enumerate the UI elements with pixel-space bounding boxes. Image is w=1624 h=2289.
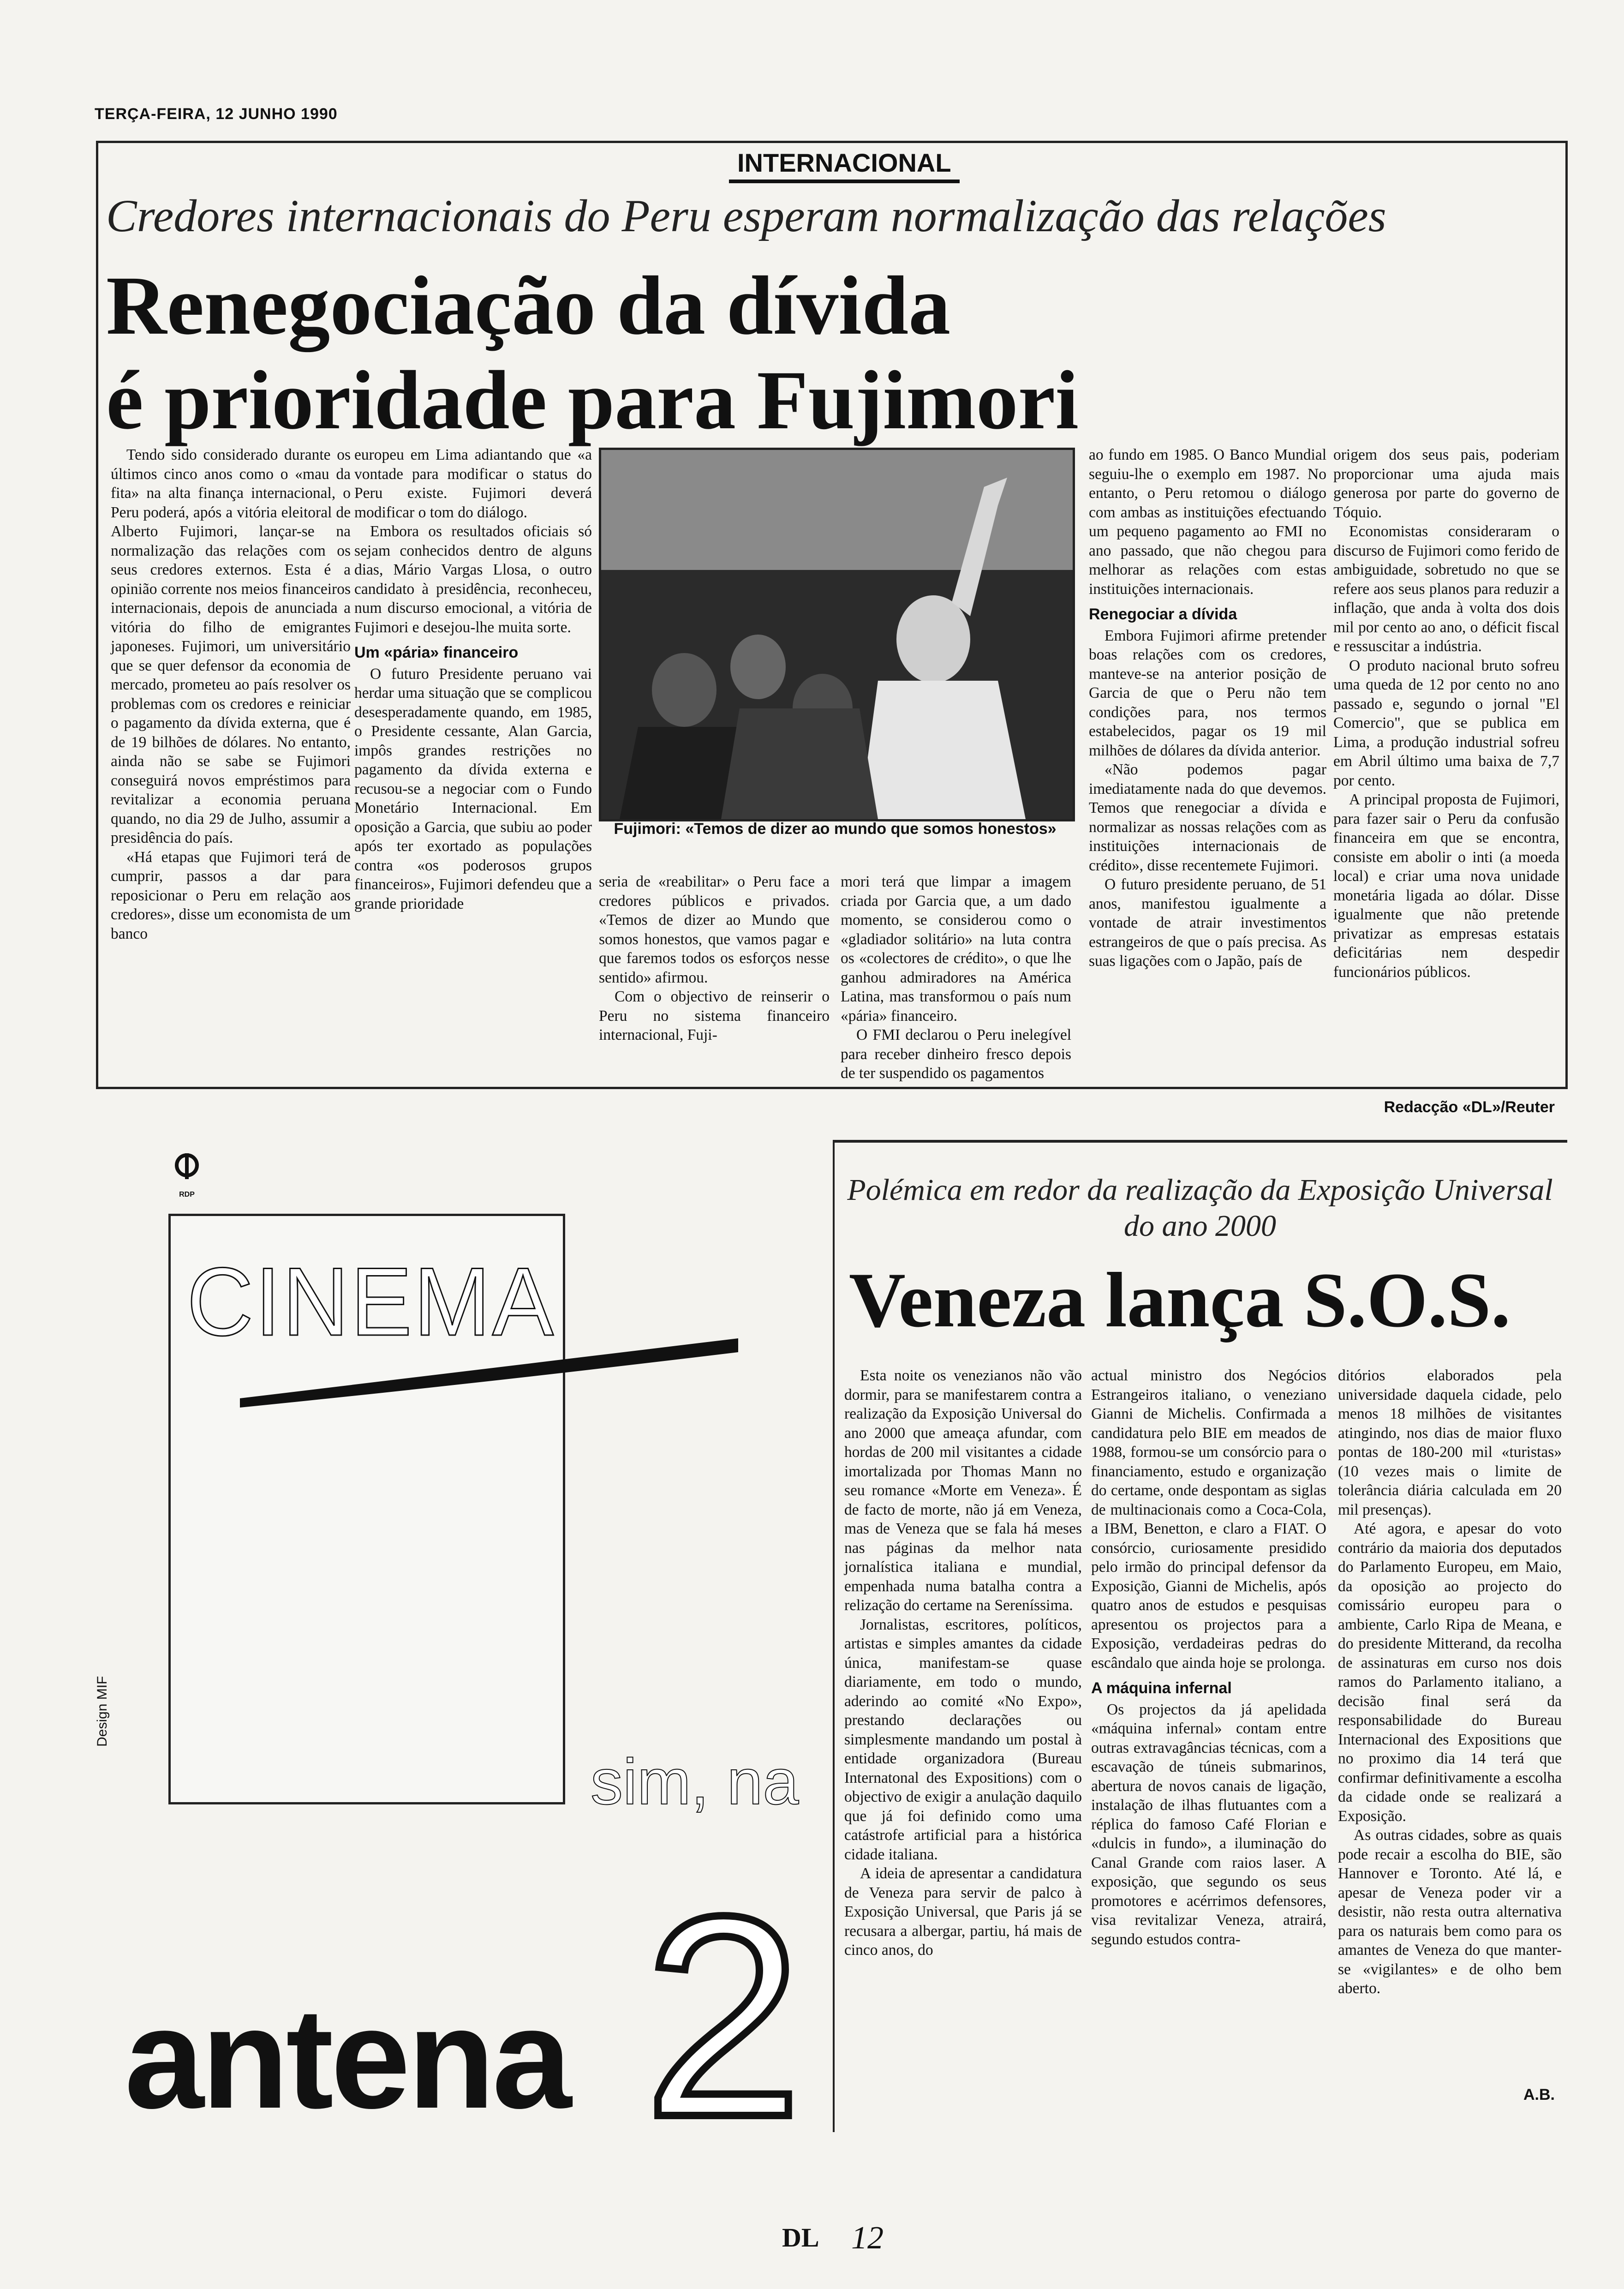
ad-digit: 2 bbox=[644, 1857, 803, 2176]
paragraph: Jornalistas, escritores, políticos, artistas e simples amantes da cidade única, manifestam-se quase diariamente, em todo o mundo, aderindo ao comité «No Expo», prestando declarações ou simplesmente mandando um postal à entidade organizadora (Bureau Internatonal des Expositions) com o objectivo de exigir a anulação daquilo que já foi definido como uma catástrofe artificial para a histórica cidade italiana. bbox=[844, 1616, 1082, 1863]
paragraph: Os projectos da já apelidada «máquina infernal» contam entre outras extravagâncias técnicas, com a escavação de túneis submarinos, abertura de novos canais de ligação, instalação de ilhas flutuantes com a réplica do famoso Café Florian e «dulcis in fundo», a iluminação do Canal Grande com raios laser. A exposição, que segundo os seus promotores e acérrimos defensores, visa revitalizar Veneza, atrairá, segundo estudos contra- bbox=[1091, 1701, 1326, 1948]
paragraph: ao fundo em 1985. O Banco Mundial seguiu-lhe o exemplo em 1987. No entanto, o Peru retomou o diálogo com ambas as instituições efectuando um pequeno pagamento ao FMI no ano passado, que não chegou para melhorar as relações com estas instituições internacionais. bbox=[1089, 446, 1326, 598]
article-column-3 bbox=[599, 872, 830, 1045]
photo-caption: Fujimori: «Temos de dizer ao mundo que somos honestos» bbox=[614, 820, 1057, 838]
paragraph: O futuro presidente peruano, de 51 anos, manifestou igualmente a vontade de atrair investimentos estrangeiros de que o país precisa. As suas ligações com o Japão, país de bbox=[1089, 876, 1326, 970]
article2-column-3 bbox=[1338, 1366, 1562, 1998]
paragraph: Até agora, e apesar do voto contrário da maioria dos deputados do Parlamento Europeu, em Maio, da oposição ao projecto do comissário europeu para o ambiente, Carlo Ripa de Meana, e do presidente Mitterand, da recolha de assinaturas em curso nos dois ramos do Parlamento italiano, a decisão final será da responsabilidade do Bureau Internacional des Expositions que no proximo dia 14 terá que confirmar definitivamente a escolha da cidade onde se realizará a Exposição. bbox=[1338, 1520, 1562, 1825]
paragraph: Esta noite os venezianos não vão dormir, para se manifestarem contra a realização da Exposição Universal do ano 2000 que ameaça afundar, com hordas de 200 mil visitantes a cidade imortalizada por Thomas Mann no seu romance «Morte em Veneza». É de facto de morte, não já em Veneza, mas de Veneza que se fala há meses nas páginas da melhor nata jornalística italiana e mundial, empenhada numa batalha contra a relização do certame na Sereníssima. bbox=[844, 1367, 1082, 1614]
article2-headline: Veneza lança S.O.S. bbox=[849, 1257, 1511, 1343]
paragraph: Com o objectivo de reinserir o Peru no sistema financeiro internacional, Fuji- bbox=[599, 988, 830, 1043]
rdp-logo bbox=[168, 1151, 205, 1199]
ad-swoosh bbox=[240, 1329, 747, 1421]
subheading: Um «pária» financeiro bbox=[354, 644, 519, 661]
paragraph: origem dos seus pais, poderiam proporcionar uma ajuda mais generosa por parte do governo de Tóquio. bbox=[1333, 446, 1559, 521]
ad-word-sim-na: sim, na bbox=[591, 1745, 799, 1818]
paragraph: Tendo sido considerado durante os últimos cinco anos como o «mau da fita» na alta finança internacional, o Peru poderá, após a vitória eleitoral de Alberto Fujimori, lançar-se na normalização das relações com os seus credores externos. Esta é a opinião corrente nos meios financeiros internacionais, depois de anunciada a vitória do filho de emigrantes japoneses. Fujimori, um universitário que se quer defensor da economia de mercado, prometeu ao país resolver os problemas com os credores e reiniciar o pagamento da dívida externa, que é de 19 bilhões de dólares. No entanto, ainda não se sabe se Fujimori conseguirá novos empréstimos para revitalizar a economia peruana quando, no dia 29 de Julho, assumir a presidência do país. bbox=[111, 446, 351, 846]
dateline: TERÇA-FEIRA, 12 JUNHO 1990 bbox=[95, 105, 338, 123]
paragraph: mori terá que limpar a imagem criada por Garcia que, a um dado momento, se considerou como o «gladiador solitário» na luta contra os «colectores de crédito», o que lhe ganhou admiradores na América Latina, mas transformou o país num «pária» financeiro. bbox=[841, 873, 1071, 1025]
article-column-1 bbox=[111, 445, 351, 943]
section-label: INTERNACIONAL bbox=[729, 148, 960, 183]
subheading: A máquina infernal bbox=[1091, 1679, 1232, 1697]
footer-logo: DL bbox=[782, 2223, 819, 2253]
article-headline bbox=[106, 258, 1079, 448]
paragraph: Embora Fujimori afirme pretender boas relações com os credores, manteve-se na anterior posição de Garcia de que o Peru não tem condições para, nos termos estabelecidos, pagar os 19 mil milhões de dólares da dívida anterior. bbox=[1089, 627, 1326, 759]
paragraph: O FMI declarou o Peru inelegível para receber dinheiro fresco depois de ter suspendido os pagamentos bbox=[841, 1026, 1071, 1082]
article-column-5 bbox=[1089, 445, 1326, 971]
article-credit: Redacção «DL»/Reuter bbox=[1384, 1098, 1555, 1116]
fujimori-photo bbox=[599, 448, 1075, 821]
paragraph: ditórios elaborados pela universidade daquela cidade, pelo menos 18 milhões de visitantes atingindo, nos dias de maior fluxo pontas de 180-200 mil «turistas» (10 vezes mais o limite de tolerância diária calculada em 20 mil presenças). bbox=[1338, 1367, 1562, 1518]
column-rule bbox=[833, 1140, 835, 2132]
article-column-6 bbox=[1333, 445, 1559, 982]
rdp-logo-text: RDP bbox=[179, 1191, 195, 1198]
article-kicker: Credores internacionais do Peru esperam normalização das relações bbox=[106, 190, 1386, 241]
article-divider bbox=[833, 1140, 1567, 1143]
photo-illustration bbox=[601, 450, 1073, 819]
article2-initials: A.B. bbox=[1523, 2086, 1555, 2103]
paragraph: A principal proposta de Fujimori, para fazer sair o Peru da confusão financeira em que se encontra, consiste em abolir o inti (a moeda local) e criar uma nova unidade monetária ligada ao dólar. Disse igualmente que não pretende privatizar as empresas estatais deficitárias nem despedir funcionários públicos. bbox=[1333, 791, 1559, 981]
paragraph: A ideia de apresentar a candidatura de Veneza para servir de palco à Exposição Universal, que Paris já se recusara a albergar, partiu, há mais de cinco anos, do bbox=[844, 1865, 1082, 1959]
ad-word-antena: antena bbox=[125, 1978, 569, 2138]
ad-word-cinema: CINEMA bbox=[187, 1247, 555, 1356]
article-column-4 bbox=[841, 872, 1071, 1083]
subheading: Renegociar a dívida bbox=[1089, 605, 1237, 623]
paragraph: Economistas consideraram o discurso de Fujimori como ferido de ambiguidade, sobretudo no que se refere aos seus planos para reduzir a inflação, que anda à volta dos dois mil por cento ao ano, o déficit fiscal e ressuscitar a indústria. bbox=[1333, 523, 1559, 655]
article-column-2 bbox=[354, 445, 592, 913]
article2-column-2 bbox=[1091, 1366, 1326, 1949]
paragraph: «Não podemos pagar imediatamente nada do que devemos. Temos que renegociar a dívida e normalizar as nossas relações com as instituições internacionais de crédito», disse recentemete Fujimori. bbox=[1089, 761, 1326, 874]
paragraph: O produto nacional bruto sofreu uma queda de 12 por cento no ano passado e, segundo o jornal "El Comercio", que se publica em Lima, a produção industrial sofreu em Abril último uma baixa de 7,7 por cento. bbox=[1333, 657, 1559, 789]
article2-column-1 bbox=[844, 1366, 1082, 1960]
headline-line-1: Renegociação da dívida bbox=[106, 259, 951, 352]
paragraph: europeu em Lima adiantando que «a vontade para modificar o status do Peru existe. Fujimori deverá modificar o tom do diálogo. bbox=[354, 446, 592, 521]
paragraph: actual ministro dos Negócios Estrangeiros italiano, o veneziano Gianni de Michelis. Confirmada a candidatura pelo BIE em meados de 1988, formou-se um consórcio para o financiamento, estudo e organização do certame, onde despontam as siglas de multinacionais como a Coca-Cola, a IBM, Benetton, e claro a FIAT. O consórcio, curiosamente presidido pelo irmão do principal defensor da Exposição, Gianni de Michelis, após quatro anos de estudos e pesquisas apresentou os projectos para a Exposição, verdadeiras pedras do escândalo que ainda hoje se prolonga. bbox=[1091, 1367, 1326, 1672]
paragraph: As outras cidades, sobre as quais pode recair a escolha do BIE, são Hannover e Toronto. Até lá, e apesar de Veneza poder vir a desistir, não resta outra alternativa para os naturais bem como para os amantes de Veneza do que manter-se «vigilantes» e de olho bem aberto. bbox=[1338, 1827, 1562, 1997]
page-number: 12 bbox=[851, 2220, 884, 2256]
rdp-logo-icon bbox=[171, 1151, 203, 1188]
headline-line-2: é prioridade para Fujimori bbox=[106, 354, 1079, 447]
paragraph: Embora os resultados oficiais só sejam conhecidos dentro de alguns dias, Mário Vargas Llosa, o outro candidato à presidência, reconheceu, num discurso emocional, a vitória de Fujimori e desejou-lhe muita sorte. bbox=[354, 523, 592, 636]
paragraph: O futuro Presidente peruano vai herdar uma situação que se complicou desesperadamente quando, em 1985, o Presidente cessante, Alan Garcia, impôs grandes restrições no pagamento da dívida externa e recusou-se a negociar com o Fundo Monetário Internacional. Em oposição a Garcia, que subiu ao poder após ter exortado as populações contra «os poderosos grupos financeiros», Fujimori defendeu que a grande prioridade bbox=[354, 665, 592, 912]
article2-kicker: Polémica em redor da realização da Exposição Universal do ano 2000 bbox=[847, 1173, 1553, 1243]
paragraph: seria de «reabilitar» o Peru face a credores públicos e privados. «Temos de dizer ao Mundo que somos honestos, que vamos pagar e que faremos todos os esforços nesse sentido» afirmou. bbox=[599, 873, 830, 986]
paragraph: «Há etapas que Fujimori terá de cumprir, passos a dar para reposicionar o Peru em relação aos credores», disse um economista de um banco bbox=[111, 848, 351, 942]
ad-design-credit: Design MIF bbox=[95, 1676, 110, 1747]
